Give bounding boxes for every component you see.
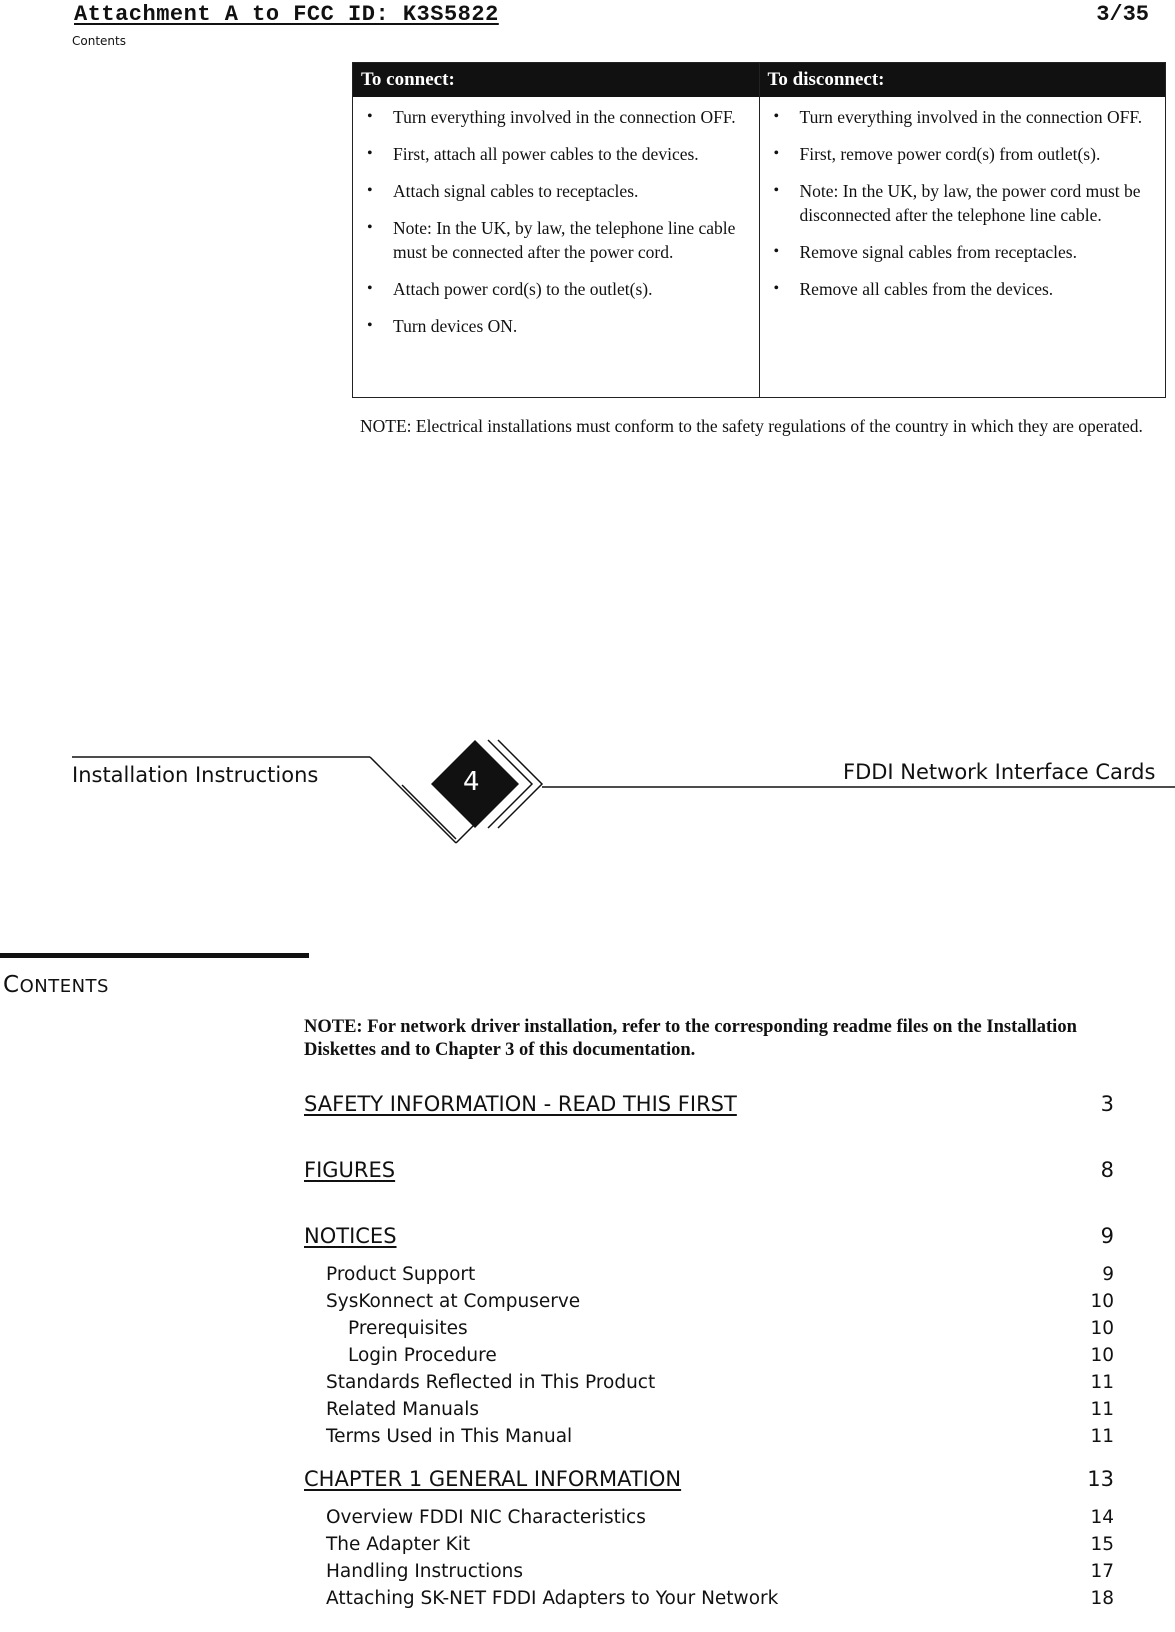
toc-entry[interactable] <box>304 1372 1114 1399</box>
toc-entry-title: Overview FDDI NIC Characteristics <box>326 1507 646 1528</box>
toc-entry-page: 9 <box>1100 1224 1114 1248</box>
disconnect-step: • Remove all cables from the devices. <box>772 277 1160 301</box>
toc-entry-title: The Adapter Kit <box>326 1534 471 1555</box>
disconnect-step: • First, remove power cord(s) from outlet(s). <box>772 142 1160 166</box>
toc-entry[interactable] <box>304 1092 1114 1132</box>
header-section-label: Contents <box>72 34 126 48</box>
toc-entry[interactable] <box>304 1561 1114 1588</box>
toc-entry[interactable] <box>304 1588 1114 1615</box>
toc-entry-title: Attaching SK-NET FDDI Adapters to Your Network <box>326 1588 779 1609</box>
connect-step: • Turn everything involved in the connection OFF. <box>365 105 753 129</box>
disconnect-step: • Note: In the UK, by law, the power cord must be disconnected after the telephone line cable. <box>772 179 1160 227</box>
connect-steps-list <box>353 97 759 351</box>
banner-right-label: FDDI Network Interface Cards <box>843 760 1156 784</box>
toc-entry-title: Prerequisites <box>348 1318 468 1339</box>
toc-entry[interactable] <box>304 1467 1114 1507</box>
disconnect-step: • Turn everything involved in the connection OFF. <box>772 105 1160 129</box>
toc-entry-title: Related Manuals <box>326 1399 480 1420</box>
toc-entry[interactable] <box>304 1158 1114 1198</box>
toc-entry-page: 15 <box>1090 1534 1114 1555</box>
toc-entry-page: 17 <box>1090 1561 1114 1582</box>
safety-connection-table <box>352 62 1166 398</box>
electrical-safety-note: NOTE: Electrical installations must conform to the safety regulations of the country in which they are operated. <box>360 416 1143 436</box>
toc-entry[interactable] <box>304 1399 1114 1426</box>
page-counter: 3/35 <box>1096 2 1149 27</box>
contents-heading <box>3 972 109 998</box>
toc-entry-title: SAFETY INFORMATION - READ THIS FIRST <box>304 1092 737 1116</box>
connect-step: • Note: In the UK, by law, the telephone line cable must be connected after the power cord. <box>365 216 753 264</box>
toc-entry-title: NOTICES <box>304 1224 397 1248</box>
disconnect-steps-list <box>760 97 1166 314</box>
connect-step: • Attach power cord(s) to the outlet(s). <box>365 277 753 301</box>
chapter-number: 4 <box>463 767 480 797</box>
toc-entry-page: 13 <box>1087 1467 1114 1491</box>
toc-entry[interactable] <box>304 1507 1114 1534</box>
toc-entry-title: Terms Used in This Manual <box>326 1426 573 1447</box>
toc-entry-page: 10 <box>1090 1345 1114 1366</box>
toc-entry-page: 10 <box>1090 1318 1114 1339</box>
contents-heading-initial: C <box>3 972 20 998</box>
connect-step: • Turn devices ON. <box>365 314 753 338</box>
connect-step: • Attach signal cables to receptacles. <box>365 179 753 203</box>
toc-entry-page: 3 <box>1100 1092 1114 1116</box>
disconnect-step: • Remove signal cables from receptacles. <box>772 240 1160 264</box>
table-of-contents <box>304 1092 1114 1615</box>
toc-entry-page: 10 <box>1090 1291 1114 1312</box>
toc-entry[interactable] <box>304 1345 1114 1372</box>
driver-installation-note: NOTE: For network driver installation, refer to the corresponding readme files on the Installation Diskettes and to Chapter 3 of this documentation. <box>304 1017 1077 1060</box>
toc-entry[interactable] <box>304 1264 1114 1291</box>
chapter-banner-graphic <box>0 735 1175 885</box>
toc-entry-page: 11 <box>1090 1399 1114 1420</box>
toc-entry-title: SysKonnect at Compuserve <box>326 1291 581 1312</box>
toc-entry[interactable] <box>304 1291 1114 1318</box>
toc-entry-page: 11 <box>1090 1372 1114 1393</box>
toc-entry[interactable] <box>304 1318 1114 1345</box>
toc-entry-page: 8 <box>1100 1158 1114 1182</box>
toc-entry-page: 11 <box>1090 1426 1114 1447</box>
contents-rule <box>0 953 309 958</box>
toc-entry[interactable] <box>304 1224 1114 1264</box>
connect-column <box>353 63 759 397</box>
toc-entry[interactable] <box>304 1426 1114 1453</box>
connect-step: • First, attach all power cables to the devices. <box>365 142 753 166</box>
contents-heading-rest: ONTENTS <box>19 976 109 997</box>
toc-entry-title: Handling Instructions <box>326 1561 523 1582</box>
toc-entry-title: Login Procedure <box>348 1345 497 1366</box>
toc-entry-title: Standards Reflected in This Product <box>326 1372 656 1393</box>
toc-entry-title: Product Support <box>326 1264 476 1285</box>
toc-entry-page: 14 <box>1090 1507 1114 1528</box>
disconnect-heading: To disconnect: <box>760 63 1166 97</box>
document-header-title: Attachment A to FCC ID: K3S5822 <box>74 2 499 27</box>
toc-entry-page: 18 <box>1090 1588 1114 1609</box>
connect-heading: To connect: <box>353 63 759 97</box>
banner-left-label: Installation Instructions <box>72 763 319 787</box>
toc-entry-title: FIGURES <box>304 1158 396 1182</box>
toc-entry[interactable] <box>304 1534 1114 1561</box>
toc-entry-page: 9 <box>1102 1264 1114 1285</box>
disconnect-column <box>759 63 1166 397</box>
toc-entry-title: CHAPTER 1 GENERAL INFORMATION <box>304 1467 682 1491</box>
